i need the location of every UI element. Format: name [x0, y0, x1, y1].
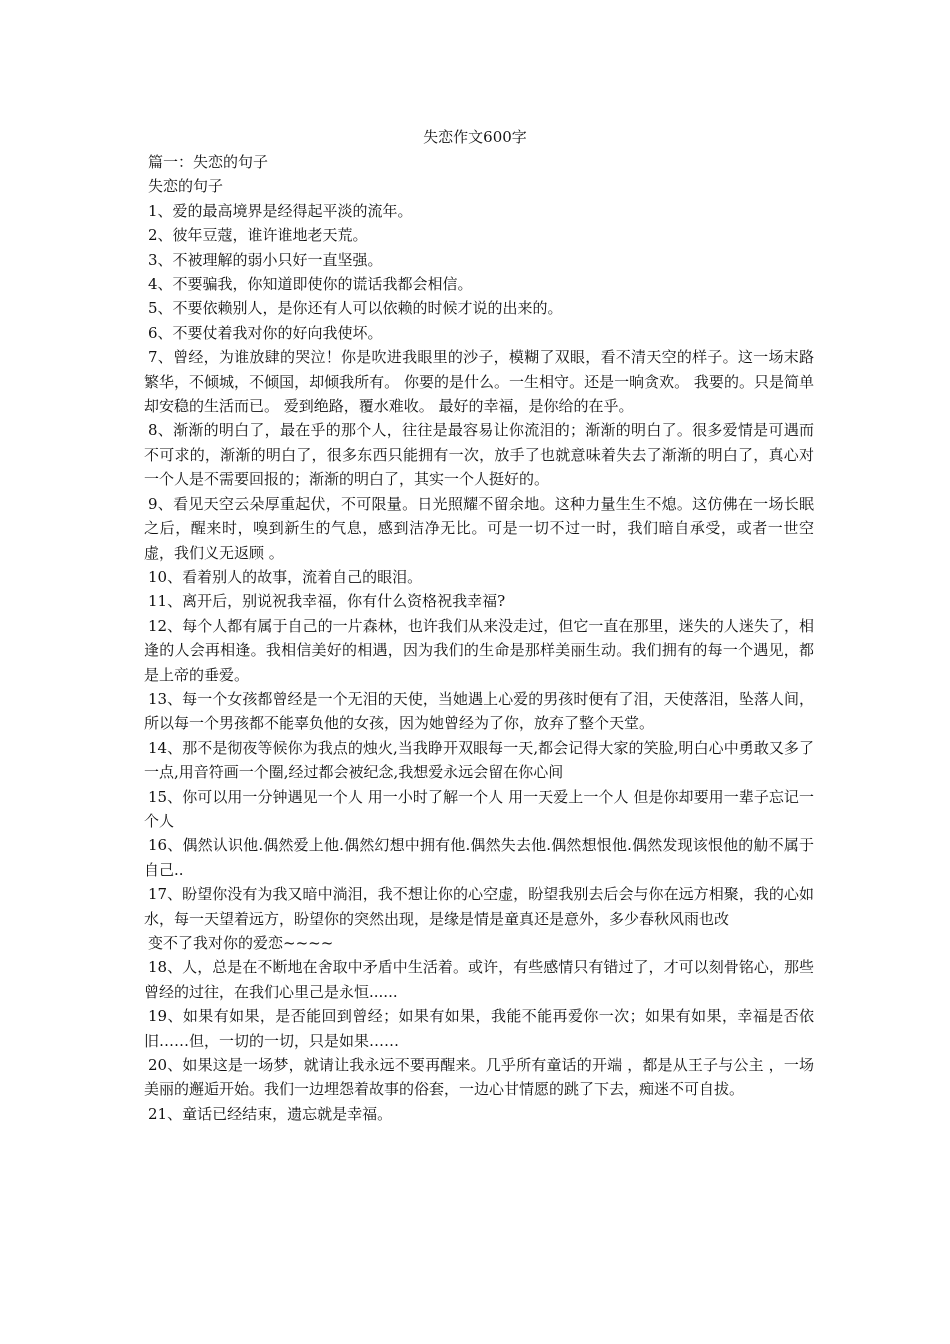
document-body: [144, 150, 814, 1126]
paragraph-20: 20、如果这是一场梦，就请让我永远不要再醒来。几乎所有童话的开端 ，都是从王子与公主 ，一场美丽的邂逅开始。我们一边埋怨着故事的俗套，一边心甘情愿的跳了下去，痴迷不可自拔。: [144, 1056, 814, 1099]
paragraph-14: 14、那不是彻夜等候你为我点的烛火,当我睁开双眼每一天,都会记得大家的笑脸,明白心中勇敢又多了一点,用音符画一个圈,经过都会被纪念,我想爱永远会留在你心间: [144, 738, 814, 782]
paragraph-17: 17、盼望你没有为我又暗中淌泪，我不想让你的心空虚，盼望我别去后会与你在远方相聚，我的心如水，每一天望着远方，盼望你的突然出现，是缘是情是童真还是意外，多少春秋风雨也改: [144, 885, 814, 928]
paragraph-21: 21、童话已经结束，遗忘就是幸福。: [148, 1104, 393, 1123]
paragraph-4: 4、不要骗我，你知道即使你的谎话我都会相信。: [148, 275, 473, 294]
paragraph-16: 16、偶然认识他.偶然爱上他.偶然幻想中拥有他.偶然失去他.偶然想恨他.偶然发现该恨他的觔不属于自己..: [144, 836, 814, 879]
paragraph-15: 15、你可以用一分钟遇见一个人 用一小时了解一个人 用一天爱上一个人 但是你却要用一辈子忘记一个人: [144, 787, 814, 830]
paragraph-5: 5、不要依赖别人，是你还有人可以依赖的时候才说的出来的。: [148, 299, 563, 318]
paragraph-12: 12、每个人都有属于自己的一片森林，也许我们从来没走过，但它一直在那里，迷失的人迷失了，相逢的人会再相逢。我相信美好的相遇，因为我们的生命是那样美丽生动。我们拥有的每一个遇见，都是上帝的垂爱。: [144, 616, 814, 684]
paragraph-19: 19、如果有如果，是否能回到曾经；如果有如果，我能不能再爱你一次；如果有如果，幸福是否依旧……但，一切的一切，只是如果……: [144, 1007, 814, 1050]
paragraph-3: 3、不被理解的弱小只好一直坚强。: [148, 250, 383, 269]
paragraph-11: 11、离开后，别说祝我幸福，你有什么资格祝我幸福?: [148, 592, 506, 611]
paragraph-10: 10、看着别人的故事，流着自己的眼泪。: [148, 567, 423, 586]
subsection-heading: 失恋的句子: [148, 177, 224, 196]
paragraph-1: 1、爱的最高境界是经得起平淡的流年。: [148, 201, 413, 220]
paragraph-9: 9、看见天空云朵厚重起伏，不可限量。日光照耀不留余地。这种力量生生不熄。这仿佛在一场长眠之后，醒来时，嗅到新生的气息，感到洁净无比。可是一切不过一时，我们暗自承受，或者一世空虚，我们义无返顾 。: [144, 494, 814, 562]
paragraph-18: 18、人，总是在不断地在舍取中矛盾中生活着。或许，有些感情只有错过了，才可以刻骨铭心，那些曾经的过往，在我们心里己是永恒......: [144, 958, 814, 1001]
section-heading: 篇一：失恋的句子: [148, 153, 269, 171]
paragraph-7: 7、曾经，为谁放肆的哭泣！你是吹进我眼里的沙子，模糊了双眼，看不清天空的样子。这一场末路繁华，不倾城，不倾国，却倾我所有。 你要的是什么。一生相守。还是一晌贪欢。 我要的。只是简单却安稳的生活而已。 爱到绝路，覆水难收。 最好的幸福，是你给的在乎。: [144, 348, 814, 416]
paragraph-13: 13、每一个女孩都曾经是一个无泪的天使，当她遇上心爱的男孩时便有了泪，天使落泪，坠落人间，所以每一个男孩都不能辜负他的女孩，因为她曾经为了你，放弃了整个天堂。: [144, 689, 814, 733]
paragraph-6: 6、不要仗着我对你的好向我使坏。: [148, 323, 383, 342]
paragraph-8: 8、渐渐的明白了，最在乎的那个人，往往是最容易让你流泪的；渐渐的明白了。很多爱情是可遇而不可求的，渐渐的明白了，很多东西只能拥有一次，放手了也就意味着失去了渐渐的明白了，真心对一个人是不需要回报的；渐渐的明白了，其实一个人挺好的。: [144, 421, 814, 489]
paragraph-2: 2、彼年豆蔻，谁许谁地老天荒。: [148, 226, 368, 245]
document-title: 失恋作文600字: [423, 128, 527, 146]
paragraph-17-continued: 变不了我对你的爱恋~~~~: [148, 934, 334, 952]
